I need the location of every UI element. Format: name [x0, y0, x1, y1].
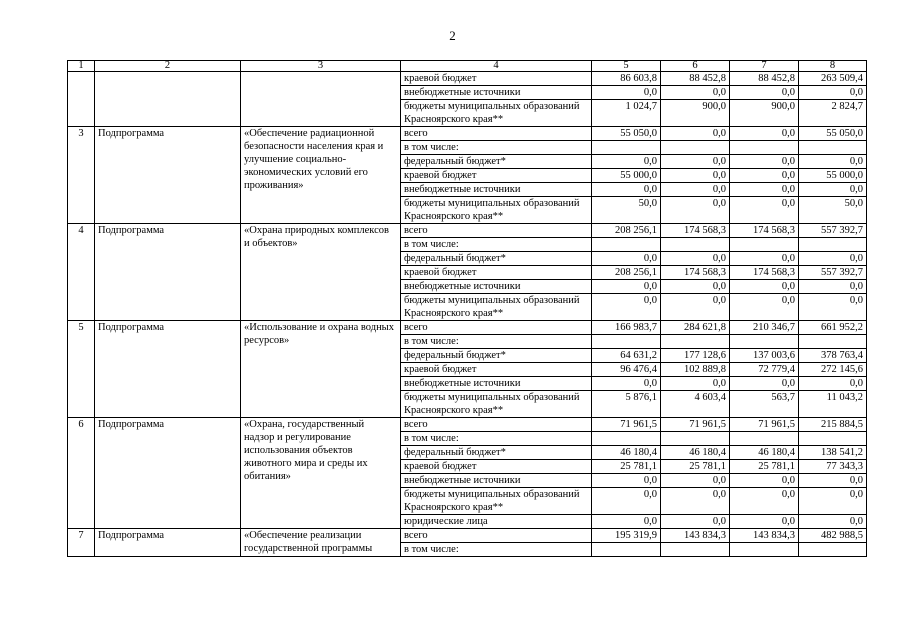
- amount-cell: [730, 238, 799, 252]
- row-number: 6: [68, 418, 95, 529]
- amount-cell: [661, 141, 730, 155]
- funding-source: бюджеты муниципальных образований Красноярского края**: [401, 488, 592, 515]
- program-type: Подпрограмма: [95, 418, 241, 529]
- row-number: 5: [68, 321, 95, 418]
- amount-cell: 0,0: [730, 294, 799, 321]
- amount-cell: 0,0: [730, 197, 799, 224]
- amount-cell: 0,0: [730, 377, 799, 391]
- amount-cell: 71 961,5: [592, 418, 661, 432]
- amount-cell: 166 983,7: [592, 321, 661, 335]
- amount-cell: 557 392,7: [799, 224, 867, 238]
- amount-cell: 215 884,5: [799, 418, 867, 432]
- amount-cell: 25 781,1: [661, 460, 730, 474]
- program-name: «Обеспечение реализации государственной программы: [241, 529, 401, 557]
- amount-cell: 72 779,4: [730, 363, 799, 377]
- amount-cell: [799, 238, 867, 252]
- amount-cell: [799, 141, 867, 155]
- amount-cell: 50,0: [592, 197, 661, 224]
- funding-source: внебюджетные источники: [401, 474, 592, 488]
- header-cell: 7: [730, 61, 799, 72]
- amount-cell: 174 568,3: [661, 266, 730, 280]
- amount-cell: 2 824,7: [799, 100, 867, 127]
- amount-cell: 0,0: [730, 86, 799, 100]
- amount-cell: 563,7: [730, 391, 799, 418]
- funding-source: федеральный бюджет*: [401, 252, 592, 266]
- amount-cell: 0,0: [799, 294, 867, 321]
- amount-cell: 88 452,8: [661, 72, 730, 86]
- funding-source: краевой бюджет: [401, 266, 592, 280]
- amount-cell: 55 000,0: [799, 169, 867, 183]
- funding-source: внебюджетные источники: [401, 86, 592, 100]
- amount-cell: 71 961,5: [730, 418, 799, 432]
- amount-cell: [661, 238, 730, 252]
- amount-cell: 0,0: [730, 127, 799, 141]
- table-row: [68, 321, 867, 335]
- amount-cell: 96 476,4: [592, 363, 661, 377]
- amount-cell: 557 392,7: [799, 266, 867, 280]
- amount-cell: [730, 432, 799, 446]
- amount-cell: 0,0: [592, 488, 661, 515]
- funding-source: в том числе:: [401, 141, 592, 155]
- amount-cell: 102 889,8: [661, 363, 730, 377]
- amount-cell: 0,0: [661, 294, 730, 321]
- amount-cell: 272 145,6: [799, 363, 867, 377]
- header-cell: 2: [95, 61, 241, 72]
- program-type: Подпрограмма: [95, 529, 241, 557]
- column-number-header: [68, 61, 867, 72]
- amount-cell: 0,0: [730, 488, 799, 515]
- funding-source: всего: [401, 418, 592, 432]
- amount-cell: 900,0: [730, 100, 799, 127]
- funding-source: в том числе:: [401, 543, 592, 557]
- amount-cell: 0,0: [799, 474, 867, 488]
- table-row: [68, 127, 867, 141]
- amount-cell: 0,0: [799, 515, 867, 529]
- funding-source: краевой бюджет: [401, 169, 592, 183]
- funding-source: в том числе:: [401, 432, 592, 446]
- amount-cell: 263 509,4: [799, 72, 867, 86]
- header-cell: 3: [241, 61, 401, 72]
- amount-cell: 0,0: [661, 169, 730, 183]
- amount-cell: [799, 432, 867, 446]
- amount-cell: 0,0: [592, 515, 661, 529]
- funding-source: всего: [401, 321, 592, 335]
- row-number: 7: [68, 529, 95, 557]
- amount-cell: 143 834,3: [661, 529, 730, 543]
- amount-cell: 138 541,2: [799, 446, 867, 460]
- header-cell: 5: [592, 61, 661, 72]
- amount-cell: [799, 335, 867, 349]
- amount-cell: 900,0: [661, 100, 730, 127]
- amount-cell: 0,0: [592, 155, 661, 169]
- table-row: [68, 72, 867, 86]
- amount-cell: 25 781,1: [592, 460, 661, 474]
- funding-source: краевой бюджет: [401, 72, 592, 86]
- amount-cell: 0,0: [730, 183, 799, 197]
- amount-cell: 0,0: [592, 86, 661, 100]
- funding-source: всего: [401, 127, 592, 141]
- amount-cell: 0,0: [592, 183, 661, 197]
- amount-cell: 0,0: [799, 252, 867, 266]
- funding-source: краевой бюджет: [401, 460, 592, 474]
- program-type: Подпрограмма: [95, 224, 241, 321]
- funding-source: краевой бюджет: [401, 363, 592, 377]
- program-name: «Охрана природных комплексов и объектов»: [241, 224, 401, 321]
- program-name: [241, 72, 401, 127]
- table-row: [68, 418, 867, 432]
- table-row: [68, 529, 867, 543]
- amount-cell: 0,0: [799, 280, 867, 294]
- amount-cell: 208 256,1: [592, 224, 661, 238]
- funding-source: всего: [401, 224, 592, 238]
- amount-cell: 4 603,4: [661, 391, 730, 418]
- amount-cell: 210 346,7: [730, 321, 799, 335]
- amount-cell: 177 128,6: [661, 349, 730, 363]
- amount-cell: [661, 432, 730, 446]
- program-name: «Охрана, государственный надзор и регулирование использования объектов животного мира и среды их обитания»: [241, 418, 401, 529]
- amount-cell: 46 180,4: [730, 446, 799, 460]
- amount-cell: [592, 238, 661, 252]
- amount-cell: 482 988,5: [799, 529, 867, 543]
- amount-cell: 0,0: [592, 474, 661, 488]
- funding-source: бюджеты муниципальных образований Красноярского края**: [401, 100, 592, 127]
- amount-cell: 88 452,8: [730, 72, 799, 86]
- amount-cell: 143 834,3: [730, 529, 799, 543]
- amount-cell: 0,0: [592, 280, 661, 294]
- amount-cell: [592, 141, 661, 155]
- amount-cell: 174 568,3: [661, 224, 730, 238]
- header-cell: 4: [401, 61, 592, 72]
- funding-source: федеральный бюджет*: [401, 349, 592, 363]
- amount-cell: 0,0: [730, 515, 799, 529]
- amount-cell: 0,0: [661, 155, 730, 169]
- amount-cell: 661 952,2: [799, 321, 867, 335]
- funding-source: в том числе:: [401, 335, 592, 349]
- amount-cell: 86 603,8: [592, 72, 661, 86]
- amount-cell: 0,0: [661, 197, 730, 224]
- amount-cell: 0,0: [661, 377, 730, 391]
- amount-cell: 208 256,1: [592, 266, 661, 280]
- program-type: Подпрограмма: [95, 321, 241, 418]
- amount-cell: 25 781,1: [730, 460, 799, 474]
- amount-cell: 5 876,1: [592, 391, 661, 418]
- budget-table: [67, 60, 867, 557]
- amount-cell: 0,0: [799, 86, 867, 100]
- amount-cell: 0,0: [661, 86, 730, 100]
- amount-cell: 174 568,3: [730, 224, 799, 238]
- amount-cell: 0,0: [592, 294, 661, 321]
- funding-source: федеральный бюджет*: [401, 446, 592, 460]
- row-number: 4: [68, 224, 95, 321]
- amount-cell: 46 180,4: [661, 446, 730, 460]
- funding-source: в том числе:: [401, 238, 592, 252]
- amount-cell: 11 043,2: [799, 391, 867, 418]
- amount-cell: 174 568,3: [730, 266, 799, 280]
- amount-cell: 0,0: [799, 488, 867, 515]
- row-number: 3: [68, 127, 95, 224]
- amount-cell: [799, 543, 867, 557]
- funding-source: бюджеты муниципальных образований Красноярского края**: [401, 391, 592, 418]
- funding-source: внебюджетные источники: [401, 280, 592, 294]
- funding-source: внебюджетные источники: [401, 377, 592, 391]
- amount-cell: 0,0: [799, 377, 867, 391]
- amount-cell: 0,0: [592, 252, 661, 266]
- amount-cell: 0,0: [730, 252, 799, 266]
- amount-cell: 55 050,0: [799, 127, 867, 141]
- amount-cell: 137 003,6: [730, 349, 799, 363]
- amount-cell: 77 343,3: [799, 460, 867, 474]
- header-cell: 1: [68, 61, 95, 72]
- amount-cell: 0,0: [661, 127, 730, 141]
- header-cell: 6: [661, 61, 730, 72]
- funding-source: всего: [401, 529, 592, 543]
- amount-cell: 0,0: [730, 169, 799, 183]
- amount-cell: 55 050,0: [592, 127, 661, 141]
- amount-cell: 46 180,4: [592, 446, 661, 460]
- amount-cell: 378 763,4: [799, 349, 867, 363]
- amount-cell: 0,0: [661, 474, 730, 488]
- funding-source: внебюджетные источники: [401, 183, 592, 197]
- amount-cell: 195 319,9: [592, 529, 661, 543]
- amount-cell: [730, 335, 799, 349]
- amount-cell: [661, 335, 730, 349]
- amount-cell: 0,0: [661, 515, 730, 529]
- amount-cell: 0,0: [661, 252, 730, 266]
- amount-cell: [592, 335, 661, 349]
- amount-cell: 0,0: [592, 377, 661, 391]
- amount-cell: 71 961,5: [661, 418, 730, 432]
- funding-source: федеральный бюджет*: [401, 155, 592, 169]
- amount-cell: [730, 141, 799, 155]
- amount-cell: 1 024,7: [592, 100, 661, 127]
- amount-cell: 0,0: [799, 155, 867, 169]
- amount-cell: 0,0: [730, 474, 799, 488]
- amount-cell: [730, 543, 799, 557]
- funding-source: юридические лица: [401, 515, 592, 529]
- funding-source: бюджеты муниципальных образований Красноярского края**: [401, 294, 592, 321]
- amount-cell: 0,0: [661, 280, 730, 294]
- header-cell: 8: [799, 61, 867, 72]
- amount-cell: 0,0: [661, 488, 730, 515]
- program-name: «Обеспечение радиационной безопасности населения края и улучшение социально-экономических условий его проживания»: [241, 127, 401, 224]
- amount-cell: 55 000,0: [592, 169, 661, 183]
- page-number: 2: [449, 28, 456, 43]
- amount-cell: 0,0: [730, 155, 799, 169]
- program-type: Подпрограмма: [95, 127, 241, 224]
- amount-cell: 284 621,8: [661, 321, 730, 335]
- amount-cell: 0,0: [730, 280, 799, 294]
- amount-cell: 64 631,2: [592, 349, 661, 363]
- amount-cell: [592, 432, 661, 446]
- amount-cell: [592, 543, 661, 557]
- program-type: [95, 72, 241, 127]
- amount-cell: 0,0: [661, 183, 730, 197]
- program-name: «Использование и охрана водных ресурсов»: [241, 321, 401, 418]
- table-row: [68, 224, 867, 238]
- amount-cell: [661, 543, 730, 557]
- funding-source: бюджеты муниципальных образований Красноярского края**: [401, 197, 592, 224]
- amount-cell: 0,0: [799, 183, 867, 197]
- row-number: [68, 72, 95, 127]
- amount-cell: 50,0: [799, 197, 867, 224]
